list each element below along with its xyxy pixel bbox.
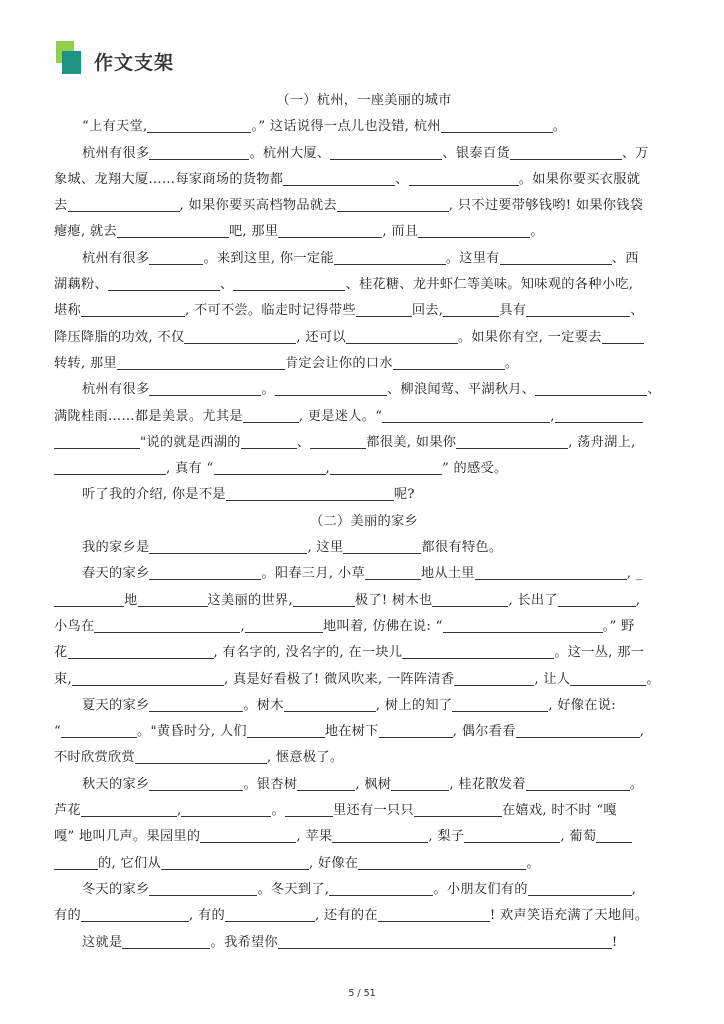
line-text: 。	[526, 855, 540, 871]
fill-in-blank[interactable]	[379, 723, 453, 738]
line-text: 。如果你要买衣服就	[518, 171, 641, 187]
fill-in-blank[interactable]	[382, 408, 550, 423]
line-text: 降压降脂的功效, 不仅	[54, 329, 185, 345]
fill-in-blank[interactable]	[275, 381, 387, 396]
text-line	[54, 141, 674, 167]
fill-in-blank[interactable]	[149, 145, 249, 160]
text-line	[54, 824, 674, 850]
fill-in-blank[interactable]	[149, 250, 203, 265]
line-text: 、	[395, 171, 409, 187]
line-text: 听了我的介绍, 你是不是	[82, 487, 226, 503]
fill-in-blank[interactable]	[72, 671, 224, 686]
fill-in-blank[interactable]	[61, 723, 137, 738]
line-text: 呢?	[393, 487, 415, 503]
text-line	[54, 930, 674, 956]
fill-in-blank[interactable]	[81, 907, 189, 922]
fill-in-blank[interactable]	[108, 276, 220, 291]
line-text: 具有	[499, 303, 527, 319]
line-text: 。杭州大厦、	[249, 145, 331, 161]
fill-in-blank[interactable]	[149, 697, 243, 712]
line-text: 。银杏树	[243, 776, 298, 792]
line-text: 。树木	[243, 697, 284, 713]
fill-in-blank[interactable]	[81, 302, 185, 317]
line-text: 、西	[611, 250, 639, 266]
line-text: , 还可以	[296, 329, 346, 345]
fill-in-blank[interactable]	[245, 618, 323, 633]
line-text: 、桂花糖、龙井虾仁等美味。知味观的各种小吃,	[345, 277, 634, 293]
line-text: 回去,	[411, 303, 444, 319]
fill-in-blank[interactable]	[214, 460, 326, 475]
text-line	[54, 456, 674, 482]
line-text: , 梨子	[428, 829, 465, 845]
line-text: 瘪瘪, 就去	[54, 224, 117, 240]
text-line	[54, 561, 674, 587]
text-line	[54, 193, 674, 219]
fill-in-blank[interactable]	[184, 329, 296, 344]
line-text: 都很有特色。	[421, 540, 503, 556]
line-text: , 苹果	[296, 829, 333, 845]
line-text: , 有的	[188, 908, 225, 924]
line-text: ,	[176, 803, 182, 819]
line-text: 小鸟在	[54, 618, 95, 634]
line-text: 。	[530, 224, 544, 240]
text-line	[54, 482, 674, 508]
line-text: 堪称	[54, 303, 81, 319]
line-text: , 如果你要买高档物品就去	[179, 198, 337, 214]
line-text: 在嬉戏, 时不时 “嘎	[501, 803, 617, 819]
line-text: （二）美丽的家乡	[310, 513, 418, 529]
line-text: 春天的家乡	[82, 566, 150, 582]
line-text: , 让人	[534, 671, 571, 687]
line-text: 。如果你有空, 一定要去	[457, 329, 602, 345]
text-line	[54, 745, 674, 771]
line-text: , 长出了	[508, 592, 558, 608]
text-line	[54, 588, 674, 614]
fill-in-blank[interactable]	[225, 907, 315, 922]
line-text: 湖藕粉、	[54, 277, 108, 293]
line-text: 的, 它们从	[98, 855, 161, 871]
fill-in-blank[interactable]	[94, 618, 240, 633]
fill-in-blank[interactable]	[343, 539, 421, 554]
fill-in-blank[interactable]	[414, 802, 502, 817]
line-text: 、	[647, 382, 661, 398]
text-line	[54, 877, 674, 903]
line-text: “上有天堂,	[82, 119, 148, 135]
fill-in-blank[interactable]	[147, 118, 251, 133]
line-text: , 桂花散发着	[449, 776, 526, 792]
line-text: 极了! 树木也	[354, 592, 433, 608]
line-text: 束,	[54, 671, 72, 687]
text-line	[54, 219, 674, 245]
line-text: , 不可不尝。临走时记得带些	[184, 303, 356, 319]
fill-in-blank[interactable]	[243, 408, 299, 423]
subsection-heading	[54, 509, 674, 535]
text-line	[54, 667, 674, 693]
line-text: , 这里	[307, 540, 344, 556]
line-text: 。	[552, 119, 567, 135]
fill-in-blank[interactable]	[330, 460, 442, 475]
fill-in-blank[interactable]	[558, 592, 636, 607]
fill-in-blank[interactable]	[346, 329, 458, 344]
fill-in-blank[interactable]	[500, 250, 612, 265]
line-text: , 好像在	[308, 855, 359, 871]
fill-in-blank[interactable]	[310, 434, 366, 449]
line-text: 。	[504, 355, 519, 371]
fill-in-blank[interactable]	[278, 934, 612, 949]
text-line	[54, 535, 674, 561]
line-text: 、	[219, 277, 234, 293]
fill-in-blank[interactable]	[285, 802, 333, 817]
line-text: 不时欣赏欣赏	[54, 750, 135, 766]
text-line	[54, 272, 674, 298]
line-text: 。这一丛, 那一	[554, 645, 645, 661]
fill-in-blank[interactable]	[432, 592, 508, 607]
line-text: !	[611, 934, 618, 950]
fill-in-blank[interactable]	[452, 697, 548, 712]
line-text: "说的就是西湖的	[140, 434, 241, 450]
line-text: , 枫树	[355, 776, 392, 792]
line-text: 夏天的家乡	[82, 697, 150, 713]
section-title: 作文支架	[94, 51, 175, 74]
line-text: “	[54, 724, 62, 740]
section-header	[56, 40, 174, 76]
line-text: , 而且	[382, 224, 419, 240]
line-text: 秋天的家乡	[82, 776, 150, 792]
line-text: , 更是迷人。“	[298, 408, 383, 424]
line-text: , 真是好看极了! 微风吹来, 一阵阵清香	[223, 671, 455, 687]
line-text: , 荡舟湖上,	[568, 434, 636, 450]
fill-in-blank[interactable]	[393, 355, 505, 370]
text-line	[54, 772, 674, 798]
line-text: 。小朋友们有的	[433, 881, 528, 897]
line-text: 。这里有	[445, 250, 500, 266]
fill-in-blank[interactable]	[332, 828, 428, 843]
fill-in-blank[interactable]	[535, 381, 647, 396]
fill-in-blank[interactable]	[418, 223, 530, 238]
fill-in-blank[interactable]	[456, 434, 568, 449]
line-text: 、	[296, 434, 311, 450]
text-line	[54, 377, 674, 403]
fill-in-blank[interactable]	[526, 776, 630, 791]
line-text: 转转, 那里	[54, 355, 117, 371]
fill-in-blank[interactable]	[454, 671, 534, 686]
fill-in-blank[interactable]	[464, 828, 560, 843]
fill-in-blank[interactable]	[516, 723, 640, 738]
fill-in-blank[interactable]	[293, 592, 355, 607]
fill-in-blank[interactable]	[54, 855, 98, 870]
worksheet-body	[54, 88, 674, 956]
line-text: 。	[261, 382, 275, 398]
text-line	[54, 719, 674, 745]
fill-in-blank[interactable]	[297, 776, 355, 791]
fill-in-blank[interactable]	[135, 749, 267, 764]
fill-in-blank[interactable]	[596, 828, 632, 843]
line-text: 。来到这里, 你一定能	[203, 250, 334, 266]
fill-in-blank[interactable]	[241, 434, 297, 449]
line-text: 里还有一只只	[332, 803, 414, 819]
line-text: 。冬天到了,	[257, 881, 330, 897]
line-text: ,	[639, 724, 645, 740]
fill-in-blank[interactable]	[68, 644, 214, 659]
fill-in-blank[interactable]	[358, 855, 526, 870]
line-text: 、万	[621, 145, 649, 161]
line-text: 。” 这话说得一点儿也没错, 杭州	[251, 119, 441, 135]
fill-in-blank[interactable]	[526, 302, 630, 317]
fill-in-blank[interactable]	[409, 171, 519, 186]
text-line	[54, 404, 674, 430]
fill-in-blank[interactable]	[475, 565, 627, 580]
line-text: ,	[550, 408, 555, 424]
text-line	[54, 798, 674, 824]
text-line	[54, 114, 674, 140]
text-line	[54, 614, 674, 640]
line-text: 我的家乡是	[82, 540, 150, 556]
fill-in-blank[interactable]	[54, 434, 140, 449]
fill-in-blank[interactable]	[555, 408, 643, 423]
line-text: 满陇桂雨……都是美景。尤其是	[54, 408, 243, 424]
fill-in-blank[interactable]	[334, 250, 446, 265]
line-text: , 有名字的, 没名字的, 在一块儿	[213, 645, 403, 661]
text-line	[54, 167, 674, 193]
line-text: 。	[629, 776, 644, 792]
fill-in-blank[interactable]	[149, 881, 257, 896]
text-line	[54, 640, 674, 666]
line-text: 。我希望你	[210, 934, 278, 950]
fill-in-blank[interactable]	[181, 802, 271, 817]
line-text: , 葡萄	[560, 829, 597, 845]
line-text: 地从土里	[420, 566, 475, 582]
fill-in-blank[interactable]	[402, 644, 554, 659]
fill-in-blank[interactable]	[443, 302, 499, 317]
line-text: 这美丽的世界,	[207, 592, 293, 608]
line-text: ! 欢声笑语充满了天地间。	[489, 908, 649, 924]
fill-in-blank[interactable]	[226, 486, 394, 501]
text-line	[54, 351, 674, 377]
line-text: 嘎” 地叫几声。果园里的	[54, 829, 201, 845]
text-line	[54, 430, 674, 456]
line-text: 。"黄昏时分, 人们	[137, 724, 247, 740]
fill-in-blank[interactable]	[330, 145, 442, 160]
line-text: 杭州有很多	[82, 145, 150, 161]
fill-in-blank[interactable]	[149, 381, 261, 396]
fill-in-blank[interactable]	[233, 276, 345, 291]
line-text: ,	[635, 592, 641, 608]
line-text: 肯定会让你的口水	[284, 355, 393, 371]
line-text: , 惬意极了。	[266, 750, 344, 766]
fill-in-blank[interactable]	[356, 302, 412, 317]
text-line	[54, 851, 674, 877]
line-text: , 只不过要带够钱哟! 如果你钱袋	[448, 198, 644, 214]
stacked-squares-icon	[56, 41, 82, 75]
line-text: , 好像在说:	[548, 697, 617, 713]
text-line	[54, 246, 674, 272]
line-text: 都很美, 如果你	[366, 434, 457, 450]
fill-in-blank[interactable]	[283, 171, 395, 186]
line-text: 杭州有很多	[82, 250, 150, 266]
line-text: （一）杭州，一座美丽的城市	[276, 93, 452, 108]
fill-in-blank[interactable]	[378, 907, 490, 922]
fill-in-blank[interactable]	[443, 618, 603, 633]
line-text: 。” 野	[602, 618, 635, 634]
line-text: , _	[626, 566, 643, 582]
subsection-heading	[54, 88, 674, 114]
fill-in-blank[interactable]	[284, 697, 376, 712]
line-text: 。阳春三月, 小草	[261, 566, 365, 582]
fill-in-blank[interactable]	[117, 355, 285, 370]
fill-in-blank[interactable]	[81, 802, 177, 817]
line-text: 花	[54, 645, 68, 661]
line-text: 象城、龙翔大厦……每家商场的货物都	[54, 171, 284, 187]
fill-in-blank[interactable]	[161, 855, 309, 870]
fill-in-blank[interactable]	[570, 671, 646, 686]
line-text: 。	[271, 803, 285, 819]
fill-in-blank[interactable]	[365, 565, 421, 580]
fill-in-blank[interactable]	[149, 565, 261, 580]
page-number: 5 / 51	[348, 988, 376, 999]
fill-in-blank[interactable]	[528, 881, 632, 896]
line-text: , 还有的在	[314, 908, 378, 924]
fill-in-blank[interactable]	[337, 197, 449, 212]
text-line	[54, 298, 674, 324]
fill-in-blank[interactable]	[138, 592, 208, 607]
line-text: 有的	[54, 908, 81, 924]
fill-in-blank[interactable]	[278, 223, 382, 238]
line-text: ,	[325, 461, 330, 477]
line-text: ” 的感受。	[442, 461, 508, 477]
line-text: 、柳浪闻莺、平湖秋月、	[386, 382, 536, 398]
fill-in-blank[interactable]	[54, 460, 166, 475]
fill-in-blank[interactable]	[391, 776, 449, 791]
line-text: 地叫着, 仿佛在说: “	[322, 618, 443, 634]
fill-in-blank[interactable]	[441, 118, 553, 133]
line-text: ,	[240, 618, 245, 634]
fill-in-blank[interactable]	[247, 723, 325, 738]
text-line	[54, 903, 674, 929]
text-line	[54, 325, 674, 351]
fill-in-blank[interactable]	[68, 197, 180, 212]
line-text: 这就是	[82, 934, 123, 950]
fill-in-blank[interactable]	[510, 145, 622, 160]
fill-in-blank[interactable]	[122, 934, 210, 949]
text-line	[54, 693, 674, 719]
line-text: ,	[631, 881, 637, 897]
fill-in-blank[interactable]	[200, 828, 296, 843]
fill-in-blank[interactable]	[54, 592, 124, 607]
line-text: 、银泰百货	[442, 145, 510, 161]
fill-in-blank[interactable]	[117, 223, 229, 238]
line-text: 冬天的家乡	[82, 881, 150, 897]
line-text: 。	[646, 671, 660, 687]
line-text: , 真有 “	[166, 461, 214, 477]
fill-in-blank[interactable]	[602, 329, 644, 344]
line-text: 地	[124, 592, 138, 608]
line-text: 、	[630, 303, 644, 319]
line-text: , 偶尔看看	[452, 724, 516, 740]
line-text: 地在树下	[324, 724, 379, 740]
line-text: , 树上的知了	[375, 697, 453, 713]
line-text: 杭州有很多	[82, 382, 150, 398]
line-text: 芦花	[54, 803, 81, 819]
fill-in-blank[interactable]	[149, 776, 243, 791]
fill-in-blank[interactable]	[329, 881, 433, 896]
fill-in-blank[interactable]	[149, 539, 307, 554]
line-text: 去	[54, 198, 68, 214]
line-text: 吧, 那里	[228, 224, 279, 240]
